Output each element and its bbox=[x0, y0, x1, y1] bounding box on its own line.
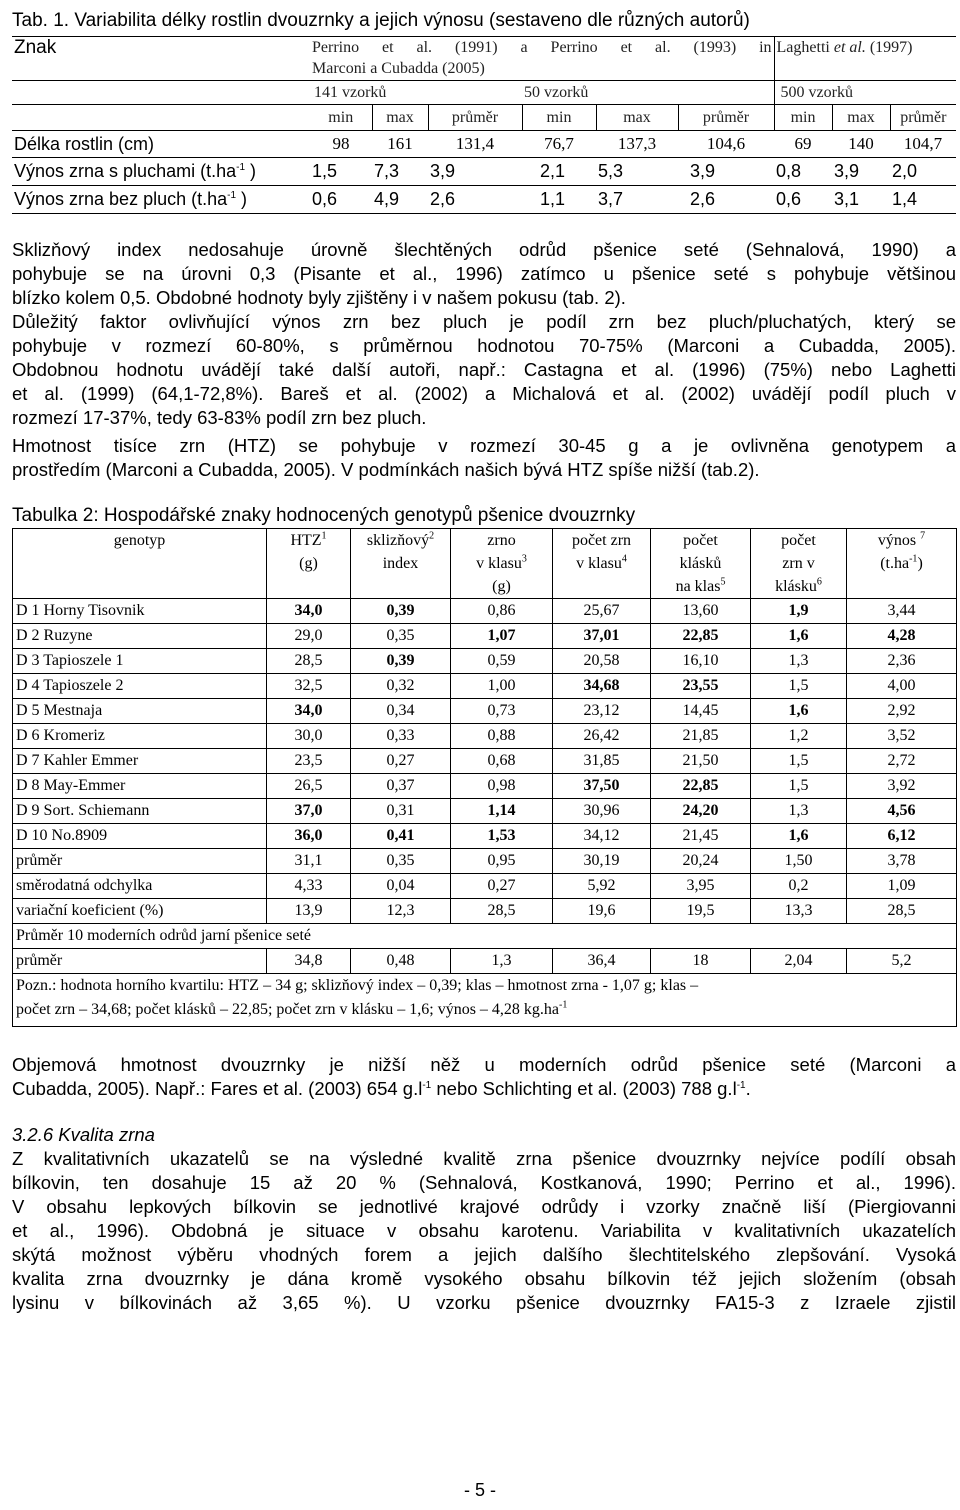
table1-cell: 4,9 bbox=[374, 189, 400, 209]
section-heading: 3.2.6 Kvalita zrna bbox=[12, 1124, 155, 1145]
body-paragraph-2: Objemová hmotnost dvouzrnky je nižší něž u moderních odrůd pšenice seté (Marconi a Cubadda, 2005). Např.: Fares et al. (2003) 654 $g.l^{-1}$ nebo Schlichting et al. (2003) 788 $g.l^{-1}$. bbox=[12, 1054, 956, 1099]
table2-genotype: D 3 Tapioszele 1 bbox=[13, 649, 267, 674]
table1-cell: 3,1 bbox=[834, 189, 860, 209]
table2-cell: 0,33 bbox=[351, 724, 451, 749]
table2-header-htz: HTZ$^1$ (g) bbox=[267, 529, 351, 599]
para2-line2: Cubadda, 2005). Např.: Fares et al. (2003) 654 $g.l^{-1}$ nebo Schlichting et al. (2003) 788 $g.l^{-1}$. bbox=[12, 1078, 751, 1099]
table1-cell: 0,8 bbox=[776, 161, 802, 181]
table2-cell: 2,72 bbox=[847, 749, 957, 774]
table2-cell: 37,0 bbox=[267, 799, 351, 824]
table2-header-vynos: výnos $^7$ $(t.ha^{-1})$ bbox=[847, 529, 957, 599]
table2-cell: 37,50 bbox=[553, 774, 651, 799]
table2-cell: 6,12 bbox=[847, 824, 957, 849]
table2-cell: 0,48 bbox=[351, 949, 451, 974]
table2-cell: 37,01 bbox=[553, 624, 651, 649]
page-number: - 5 - bbox=[463, 1480, 496, 1500]
table2-cell: 30,19 bbox=[553, 849, 651, 874]
table2-cell: 0,31 bbox=[351, 799, 451, 824]
table1-source-a-line2: Marconi a Cubadda (2005) bbox=[312, 60, 485, 78]
table2-cell: 0,86 bbox=[451, 599, 553, 624]
table1-cell: 2,6 bbox=[690, 189, 716, 209]
table1-row-label: Výnos zrna s pluchami ($t.ha^{-1}$ ) bbox=[14, 161, 257, 181]
table2-cell: 3,92 bbox=[847, 774, 957, 799]
table2-header-zrn-klasku: počet zrn v klásku$^6$ bbox=[751, 529, 847, 599]
table1-cell: 69 bbox=[794, 134, 812, 153]
table2-cell: 4,56 bbox=[847, 799, 957, 824]
table1-cell: 3,9 bbox=[834, 161, 860, 181]
table2-genotype: průměr bbox=[13, 849, 267, 874]
table1-cell: 7,3 bbox=[374, 161, 400, 181]
table2-header-zrno: zrno v klasu$^3$ (g) bbox=[451, 529, 553, 599]
table2-row bbox=[13, 649, 957, 674]
table2-cell: 0,2 bbox=[751, 874, 847, 899]
table1-row bbox=[12, 131, 956, 158]
table2-cell: 1,5 bbox=[751, 774, 847, 799]
table1-cell: 76,7 bbox=[544, 134, 574, 153]
table2-genotype: D 9 Sort. Schiemann bbox=[13, 799, 267, 824]
table1-source-a-line1: Perrino et al. (1991) a Perrino et al. (1993) in bbox=[312, 38, 772, 56]
table1-sub-header: max bbox=[596, 105, 678, 131]
table2-genotype: D 10 No.8909 bbox=[13, 824, 267, 849]
table2-cell: 0,39 bbox=[351, 599, 451, 624]
table2-cell: 5,2 bbox=[847, 949, 957, 974]
table2-header-klasku: počet klásků na klas$^5$ bbox=[651, 529, 751, 599]
table2-cell: 2,04 bbox=[751, 949, 847, 974]
table1-sub-header: průměr bbox=[890, 105, 956, 131]
table1-cell: 1,4 bbox=[892, 189, 918, 209]
table2-cell: 0,34 bbox=[351, 699, 451, 724]
table1-cell: 3,9 bbox=[690, 161, 716, 181]
table2-cell: 3,44 bbox=[847, 599, 957, 624]
body-paragraph-1: Sklizňový index nedosahuje úrovně šlechtěných odrůd pšenice seté (Sehnalová, 1990) a pohybuje se na úrovni 0,3 (Pisante et al., 1996) zatímco u pšenice seté s pohybuje většinou blízko kolem 0,5. Obdobné hodnoty byly zjištěny i v našem pokusu (tab. 2). Důležitý faktor ovlivňující výnos zrn bez pluch je podíl zrn bez pluch/pluchatých, který se pohybuje v rozmezí 60-80%, s průměrnou hodnotou 70-75% (Marconi a Cubadda, 2005). Obdobnou hodnotu uvádějí také další autoři, např.: Castagna et al. (1996) (75%) nebo Laghetti et al. (1999) (64,1-72,8%). Bareš et al. (2002) a Michalová et al. (2002) uvádějí podíl pluch v rozmezí 17-37%, tedy 63-83% podíl zrn bez pluch. Hmotnost tisíce zrn (HTZ) se pohybuje v rozmezí 30-45 g a je ovlivněna genotypem a prostředím (Marconi a Cubadda, 2005). V podmínkách našich bývá HTZ spíše nižší (tab.2). bbox=[12, 239, 956, 480]
table2-header-sklizn: sklizňový$^2$ index bbox=[351, 529, 451, 599]
table2-cell: 23,55 bbox=[651, 674, 751, 699]
table1-sub-header: max bbox=[372, 105, 428, 131]
table2-cell: 0,59 bbox=[451, 649, 553, 674]
table1-group-2: 50 vzorků bbox=[524, 83, 589, 101]
table1-cell: 1,1 bbox=[540, 189, 566, 209]
table2-genotype: D 5 Mestnaja bbox=[13, 699, 267, 724]
table2-row bbox=[13, 874, 957, 899]
table2-cell: 14,45 bbox=[651, 699, 751, 724]
table2-row bbox=[13, 824, 957, 849]
table2-cell: 22,85 bbox=[651, 624, 751, 649]
table1-znak-header: Znak bbox=[14, 37, 57, 58]
table2-cell: 32,5 bbox=[267, 674, 351, 699]
table2-cell: 36,4 bbox=[553, 949, 651, 974]
table2-row bbox=[13, 599, 957, 624]
table2-cell: 2,92 bbox=[847, 699, 957, 724]
table2-genotype: D 4 Tapioszele 2 bbox=[13, 674, 267, 699]
table2-genotype: D 6 Kromeriz bbox=[13, 724, 267, 749]
table2-genotype: D 2 Ruzyne bbox=[13, 624, 267, 649]
table2-cell: 34,12 bbox=[553, 824, 651, 849]
table2-cell: 1,3 bbox=[451, 949, 553, 974]
table2-cell: 0,98 bbox=[451, 774, 553, 799]
table2-genotype: D 1 Horny Tisovnik bbox=[13, 599, 267, 624]
table2-genotype: variační koeficient (%) bbox=[13, 899, 267, 924]
table1-cell: 0,6 bbox=[776, 189, 802, 209]
table2-cell: 24,20 bbox=[651, 799, 751, 824]
table2-genotype: D 7 Kahler Emmer bbox=[13, 749, 267, 774]
table1 bbox=[12, 36, 956, 214]
table1-cell: 98 bbox=[332, 134, 350, 153]
table1-row bbox=[12, 186, 956, 214]
table1-row-label: Výnos zrna bez pluch ($t.ha^{-1}$ ) bbox=[14, 189, 248, 209]
table1-row-label: Délka rostlin (cm) bbox=[14, 133, 155, 154]
table2-row bbox=[13, 799, 957, 824]
table2-cell: 0,32 bbox=[351, 674, 451, 699]
table2-row bbox=[13, 624, 957, 649]
table1-cell: 131,4 bbox=[455, 134, 495, 153]
table2-cell: 34,8 bbox=[267, 949, 351, 974]
table2-cell: 20,24 bbox=[651, 849, 751, 874]
table2-cell: 12,3 bbox=[351, 899, 451, 924]
table2-cell: 23,12 bbox=[553, 699, 651, 724]
body-paragraph-3: Z kvalitativních ukazatelů se na výsledné kvalitě zrna pšenice dvouzrnky nejvíce podílí obsah bílkovin, ten dosahuje 15 až 20 % (Sehnalová, Kostkanová, 1990; Perrino et al., 1996). V obsahu lepkových bílkovin se jednotlivé krajové odrůdy i vzorky značně liší (Piergiovanni et al., 1996). Obdobná je situace v obsahu karotenu. Variabilita v kvalitativních ukazatelích skýtá možnost výběru vhodných forem a jejich dalšího šlechtitelského zlepšování. Vysoká kvalita zrna dvouzrnky je dána kromě vysokého obsahu bílkovin též jejich složením (obsah lysinu v bílkovinách až 3,65 %). U vzorku pšenice dvouzrnky FA15-3 z Izraele zjistil bbox=[12, 1148, 956, 1313]
table2-cell: 21,85 bbox=[651, 724, 751, 749]
table2-cell: 1,3 bbox=[751, 799, 847, 824]
table2-modern-label: Průměr 10 moderních odrůd jarní pšenice seté bbox=[13, 924, 957, 949]
table2-cell: 0,39 bbox=[351, 649, 451, 674]
table2-cell: 26,5 bbox=[267, 774, 351, 799]
table2-cell: 1,09 bbox=[847, 874, 957, 899]
table2-cell: 31,85 bbox=[553, 749, 651, 774]
table2-cell: 0,27 bbox=[351, 749, 451, 774]
table2-cell: 13,9 bbox=[267, 899, 351, 924]
table2-cell: 19,5 bbox=[651, 899, 751, 924]
table2-cell: 19,6 bbox=[553, 899, 651, 924]
table2-cell: 0,41 bbox=[351, 824, 451, 849]
table1-group-1: 141 vzorků bbox=[314, 83, 387, 101]
table2-cell: 31,1 bbox=[267, 849, 351, 874]
table2-note: Pozn.: hodnota horního kvartilu: HTZ – 34 g; sklizňový index – 0,39; klas – hmotnost zrna - 1,07 g; klas – počet zrn – 34,68; počet klásků – 22,85; počet zrn v klásku – 1,6; výnos – 4,28 $kg.ha^{-1}$ bbox=[13, 974, 957, 1027]
table2-cell: 0,35 bbox=[351, 624, 451, 649]
table2-genotype: směrodatná odchylka bbox=[13, 874, 267, 899]
table2-cell: 29,0 bbox=[267, 624, 351, 649]
table2-row bbox=[13, 774, 957, 799]
table2-cell: 1,2 bbox=[751, 724, 847, 749]
table2-cell: 1,14 bbox=[451, 799, 553, 824]
table1-cell: 1,5 bbox=[312, 161, 338, 181]
table2-cell: 26,42 bbox=[553, 724, 651, 749]
table2-cell: 28,5 bbox=[451, 899, 553, 924]
table2-cell: 1,50 bbox=[751, 849, 847, 874]
table1-cell: 0,6 bbox=[312, 189, 338, 209]
table1-row bbox=[12, 158, 956, 186]
table2-cell: 23,5 bbox=[267, 749, 351, 774]
table2-cell: 21,50 bbox=[651, 749, 751, 774]
table1-sub-header: min bbox=[522, 105, 596, 131]
table2-cell: 1,6 bbox=[751, 699, 847, 724]
table2-cell: 1,6 bbox=[751, 824, 847, 849]
table2-cell: 0,35 bbox=[351, 849, 451, 874]
table1-cell: 161 bbox=[387, 134, 413, 153]
table2-cell: 1,9 bbox=[751, 599, 847, 624]
table2-row bbox=[13, 899, 957, 924]
table2-cell: 1,53 bbox=[451, 824, 553, 849]
table2-cell: 30,0 bbox=[267, 724, 351, 749]
table1-sub-header: min bbox=[328, 108, 354, 126]
table2-modern-row bbox=[13, 949, 957, 974]
table1-sub-header: max bbox=[832, 105, 890, 131]
table2-cell: 30,96 bbox=[553, 799, 651, 824]
table2-cell: 21,45 bbox=[651, 824, 751, 849]
table2-cell: 28,5 bbox=[847, 899, 957, 924]
table1-cell: 5,3 bbox=[598, 161, 624, 181]
table2-cell: 3,78 bbox=[847, 849, 957, 874]
table1-sub-header: průměr bbox=[678, 105, 774, 131]
table2-cell: 18 bbox=[651, 949, 751, 974]
table1-caption: Tab. 1. Variabilita délky rostlin dvouzrnky a jejich výnosu (sestaveno dle různých autorů) bbox=[12, 10, 750, 31]
table2-cell: 16,10 bbox=[651, 649, 751, 674]
table2-header-genotyp: genotyp bbox=[13, 529, 267, 599]
table2-row bbox=[13, 699, 957, 724]
table2-cell: 0,68 bbox=[451, 749, 553, 774]
table2-genotype: D 8 May-Emmer bbox=[13, 774, 267, 799]
table2-cell: 25,67 bbox=[553, 599, 651, 624]
table2-header-pocet-zrn: počet zrn v klasu$^4$ bbox=[553, 529, 651, 599]
document-page bbox=[12, 8, 956, 1315]
table1-cell: 3,9 bbox=[430, 161, 456, 181]
table2-cell: 13,60 bbox=[651, 599, 751, 624]
table2-genotype: průměr bbox=[13, 949, 267, 974]
table2-row bbox=[13, 849, 957, 874]
table2-cell: 3,52 bbox=[847, 724, 957, 749]
table2-cell: 0,04 bbox=[351, 874, 451, 899]
table2-cell: 2,36 bbox=[847, 649, 957, 674]
table2-row bbox=[13, 674, 957, 699]
table1-cell: 2,0 bbox=[892, 161, 918, 181]
table2-cell: 1,00 bbox=[451, 674, 553, 699]
table2-cell: 13,3 bbox=[751, 899, 847, 924]
table2-cell: 1,5 bbox=[751, 749, 847, 774]
table2-cell: 0,73 bbox=[451, 699, 553, 724]
table1-cell: 104,7 bbox=[903, 134, 943, 153]
table2-cell: 0,95 bbox=[451, 849, 553, 874]
table1-sub-header: průměr bbox=[428, 105, 522, 131]
table2-cell: 34,68 bbox=[553, 674, 651, 699]
table2-cell: 20,58 bbox=[553, 649, 651, 674]
table2-cell: 1,5 bbox=[751, 674, 847, 699]
table2-cell: 22,85 bbox=[651, 774, 751, 799]
table1-cell: 140 bbox=[848, 134, 874, 153]
table2-cell: 0,88 bbox=[451, 724, 553, 749]
table1-cell: 3,7 bbox=[598, 189, 624, 209]
table2-cell: 1,6 bbox=[751, 624, 847, 649]
table1-group-3: 500 vzorků bbox=[774, 81, 956, 105]
table1-cell: 2,1 bbox=[540, 161, 566, 181]
table2-row bbox=[13, 749, 957, 774]
table2-cell: 5,92 bbox=[553, 874, 651, 899]
table2-cell: 4,00 bbox=[847, 674, 957, 699]
table2-cell: 4,33 bbox=[267, 874, 351, 899]
table1-cell: 104,6 bbox=[706, 134, 746, 153]
table2-cell: 1,07 bbox=[451, 624, 553, 649]
table2-cell: 28,5 bbox=[267, 649, 351, 674]
table1-source-b: Laghetti et al. (1997) bbox=[774, 37, 956, 59]
table2-cell: 0,27 bbox=[451, 874, 553, 899]
table2-caption: Tabulka 2: Hospodářské znaky hodnocených genotypů pšenice dvouzrnky bbox=[12, 505, 636, 526]
table2-cell: 36,0 bbox=[267, 824, 351, 849]
table2-cell: 0,37 bbox=[351, 774, 451, 799]
table2-cell: 1,3 bbox=[751, 649, 847, 674]
table1-cell: 2,6 bbox=[430, 189, 456, 209]
table2-cell: 3,95 bbox=[651, 874, 751, 899]
table2 bbox=[12, 528, 957, 1027]
table2-cell: 34,0 bbox=[267, 599, 351, 624]
table1-sub-header: min bbox=[774, 105, 832, 131]
table1-cell: 137,3 bbox=[617, 134, 657, 153]
table2-cell: 4,28 bbox=[847, 624, 957, 649]
table2-row bbox=[13, 724, 957, 749]
table2-cell: 34,0 bbox=[267, 699, 351, 724]
